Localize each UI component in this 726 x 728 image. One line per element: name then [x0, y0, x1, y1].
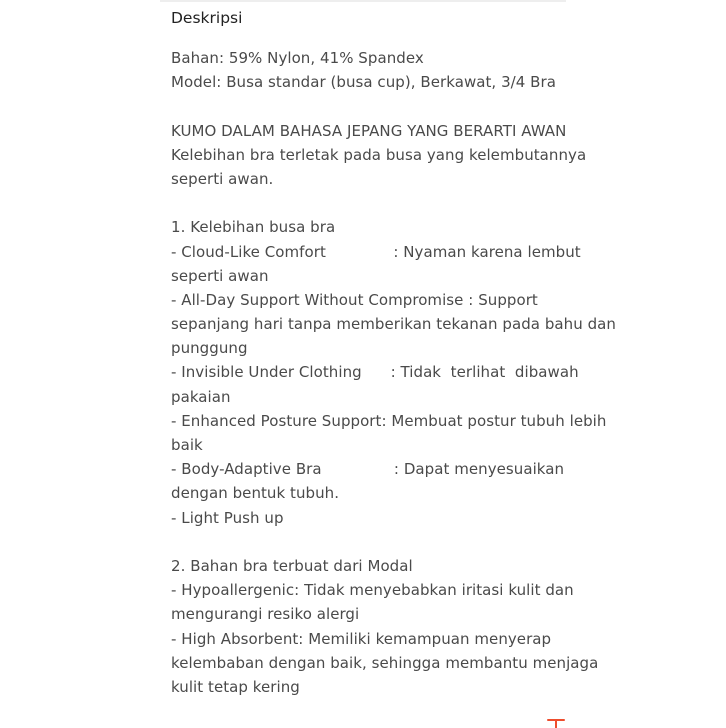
description-line: baik	[171, 436, 203, 454]
description-line: Bahan: 59% Nylon, 41% Spandex	[171, 49, 424, 67]
description-line: pakaian	[171, 387, 231, 406]
description-line: - High Absorbent: Memiliki kemampuan menyerap	[171, 629, 552, 648]
description-line: Model: Busa standar (busa cup), Berkawat, 3/4 Bra	[171, 73, 556, 92]
back-to-top-stem	[555, 720, 557, 728]
description-line: mengurangi resiko alergi	[171, 605, 360, 624]
description-line: - Light Push up	[171, 508, 284, 527]
description-line	[171, 94, 569, 118]
description-line: punggung	[171, 339, 248, 358]
description-line: - Invisible Under Clothing : Tidak terlihat dibawah	[171, 363, 579, 382]
description-line: - All-Day Support Without Compromise : Support	[171, 290, 538, 309]
description-line: KUMO DALAM BAHASA JEPANG YANG BERARTI AWAN	[171, 121, 567, 140]
description-line: - Cloud-Like Comfort : Nyaman karena lembut	[171, 242, 581, 261]
section-title: Deskripsi	[171, 9, 243, 27]
description-line: 2. Bahan bra terbuat dari Modal	[171, 556, 413, 575]
description-line: - Enhanced Posture Support: Membuat postur tubuh lebih	[171, 411, 607, 430]
description-line: kulit tetap kering	[171, 677, 300, 696]
description-text	[171, 46, 616, 699]
description-line: sepanjang hari tanpa memberikan tekanan pada bahu dan	[171, 315, 616, 334]
description-line: kelembaban dengan baik, sehingga membantu menjaga	[171, 653, 599, 672]
description-line: seperti awan	[171, 266, 269, 285]
description-line	[171, 530, 569, 554]
description-line: - Hypoallergenic: Tidak menyebabkan iritasi kulit dan	[171, 581, 574, 600]
description-line: dengan bentuk tubuh.	[171, 484, 340, 503]
description-line: Kelebihan bra terletak pada busa yang kelembutannya	[171, 145, 587, 164]
description-panel	[171, 6, 616, 726]
description-line: seperti awan.	[171, 169, 274, 188]
description-line: - Body-Adaptive Bra : Dapat menyesuaikan	[171, 460, 565, 479]
description-line: 1. Kelebihan busa bra	[171, 218, 336, 237]
back-to-top-icon[interactable]	[545, 716, 567, 726]
top-divider	[160, 0, 566, 2]
description-line	[171, 191, 569, 215]
